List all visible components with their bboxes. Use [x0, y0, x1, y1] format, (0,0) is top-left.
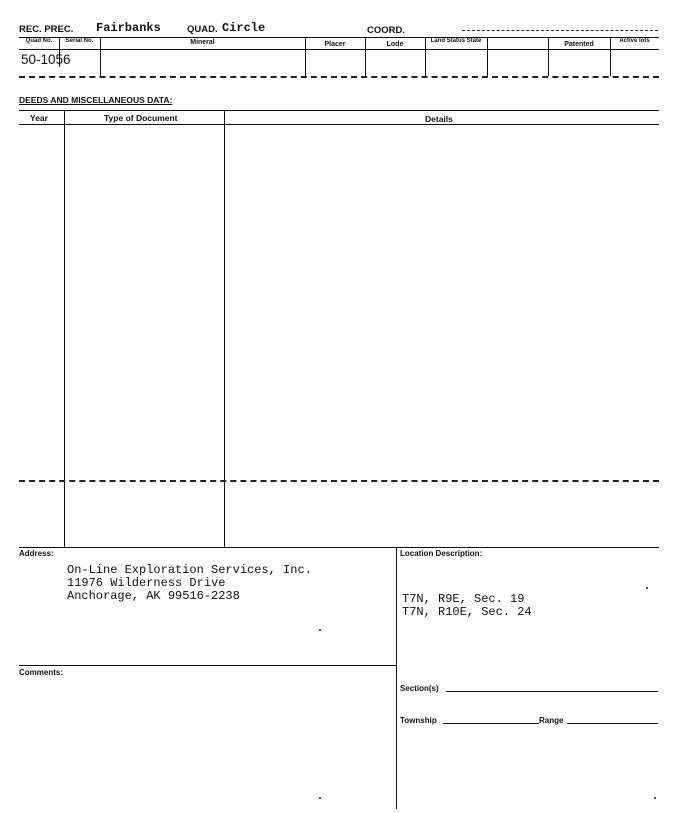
col-quad-no: Quad No.: [25, 38, 53, 44]
comments-label: Comments:: [19, 668, 64, 677]
coord-dashed-line: [462, 30, 658, 31]
address-line-2: 11976 Wilderness Drive: [67, 576, 226, 590]
rec-prec-label: REC. PREC.: [19, 24, 74, 35]
col-mineral: Mineral: [190, 39, 215, 46]
divider-state-federal: [487, 37, 488, 76]
claim-table-header-divider: [19, 49, 659, 50]
claim-table-bottom-dashed: [19, 76, 659, 78]
scan-speck: [646, 587, 648, 589]
claim-table-top-border: [19, 37, 659, 38]
township-label: Township: [400, 716, 437, 725]
scan-speck: [654, 797, 656, 799]
address-location-divider: [396, 547, 397, 809]
deeds-bottom-border: [19, 547, 659, 548]
col-active-lots: Active lots: [619, 38, 650, 44]
sections-line: [446, 691, 658, 692]
location-line-2: T7N, R10E, Sec. 24: [402, 605, 532, 619]
scan-speck: [319, 797, 321, 799]
col-type-of-document: Type of Document: [104, 113, 178, 123]
comments-top-border: [19, 665, 396, 666]
sections-label: Section(s): [400, 684, 439, 693]
range-line: [567, 723, 658, 724]
col-patented: Patented: [564, 41, 594, 48]
location-line-1: T7N, R9E, Sec. 19: [402, 592, 525, 606]
claim-number: 50-1056: [21, 52, 71, 67]
coord-label: COORD.: [367, 25, 405, 36]
location-label: Location Description:: [400, 549, 483, 558]
range-label: Range: [539, 716, 564, 725]
deeds-header-divider: [19, 124, 659, 125]
rec-prec-value: Fairbanks: [96, 21, 161, 35]
deeds-dashed-separator: [19, 480, 659, 482]
scan-speck: [319, 629, 321, 631]
address-line-1: On-Line Exploration Services, Inc.: [67, 563, 312, 577]
township-line: [443, 723, 539, 724]
col-year: Year: [30, 113, 48, 123]
deeds-top-border: [19, 110, 659, 111]
address-label: Address:: [19, 549, 54, 558]
deeds-section-title: DEEDS AND MISCELLANEOUS DATA:: [19, 95, 173, 105]
col-land-status-state: Land Status State: [430, 38, 482, 44]
col-placer: Placer: [324, 41, 346, 48]
col-lode: Lode: [386, 41, 404, 48]
col-details: Details: [425, 114, 453, 124]
address-line-3: Anchorage, AK 99516-2238: [67, 589, 240, 603]
col-serial-no: Serial No.: [65, 38, 94, 44]
quad-label: QUAD.: [187, 24, 218, 35]
quad-value: Circle: [222, 21, 266, 35]
